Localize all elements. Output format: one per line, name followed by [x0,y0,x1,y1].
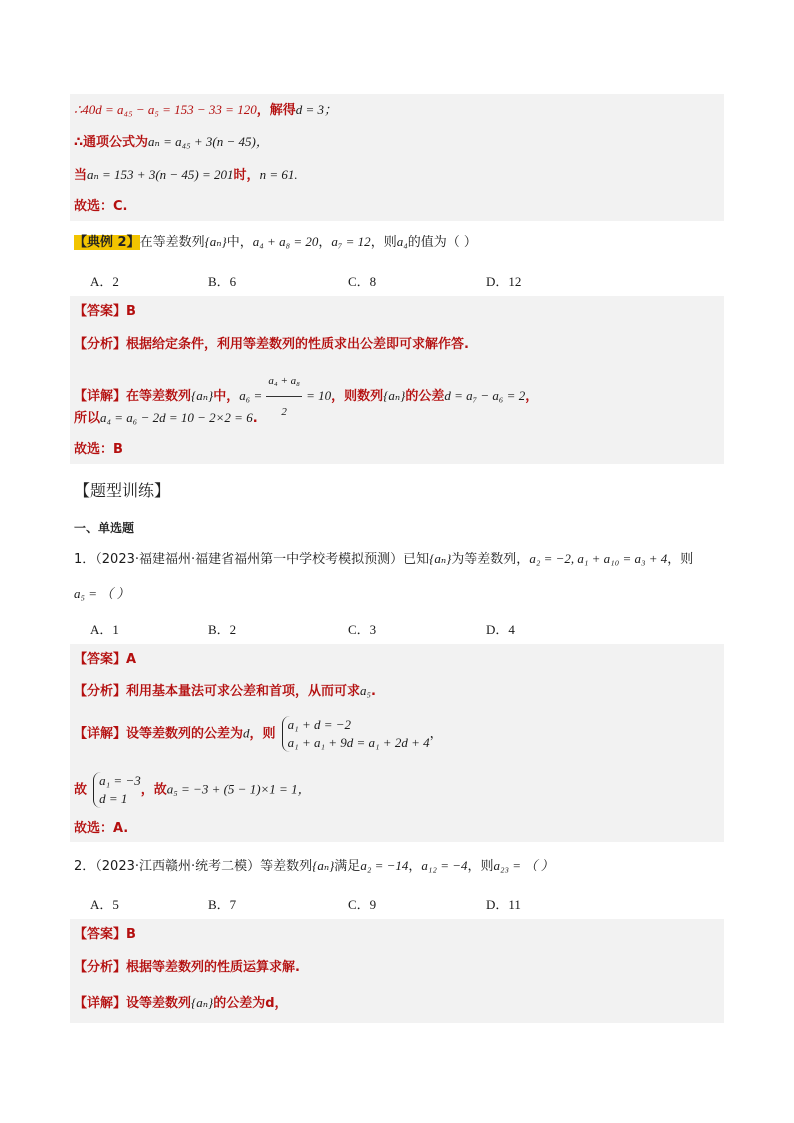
text: 【分析】利用基本量法可求公差和首项，从而可求 [74,684,361,699]
text: 【详解】设等差数列 [74,996,192,1011]
equation: a₅ = −3 + (5 − 1)×1 = 1， [166,781,311,797]
equation: d [243,725,250,741]
answer-label: 【答案】A [74,652,137,667]
equation-system [93,772,141,808]
option-b: B．7 [208,897,237,912]
solution-line-3 [74,166,298,185]
equation: a₄ = a₆ − 2d = 10 − 2×2 = 6 [100,410,253,425]
section-title: 【题型训练】 [74,481,171,500]
equation: a₅ = （ ） [74,586,130,601]
question-1-stem [74,550,693,569]
option-b: B．2 [208,622,237,637]
question-1-stem-2 [74,585,130,604]
equation: d = 3； [295,102,337,117]
equation: a₁₂ = −4 [421,858,468,873]
equation: {aₙ} [191,995,214,1010]
option-c: C．3 [348,622,377,637]
text: 满足 [334,859,361,874]
equation: = 10 [306,388,332,403]
option-a: A．2 [90,274,119,289]
option-b: B．6 [208,274,237,289]
text: 时， [233,168,260,183]
subsection-title: 一、单选题 [74,521,135,535]
equation: a₄ + a₈ = 20 [252,234,319,249]
option-c: C．8 [348,274,377,289]
option-d: D．11 [486,897,521,912]
answer-label: 【答案】B [74,927,136,942]
text: 的公差为d， [213,996,288,1011]
fraction-numerator: a₄ + a₈ [266,366,302,397]
conclusion-line [74,409,258,428]
text: ， [318,235,332,250]
result-line [74,772,311,808]
text: ，则 [667,552,694,567]
text: 故 [74,782,88,798]
text: ，则 [249,726,276,742]
text: 1．（2023·福建福州·福建省福州第一中学校考模拟预测）已知 [74,552,430,567]
equation: a₂ = −2, a₁ + a₁₀ = a₃ + 4 [529,551,668,566]
equation: a₄ [396,234,408,249]
equation-system [282,716,430,752]
example-tag: 【典例 2】 [74,235,140,250]
final-choice: 故选：A. [74,821,129,836]
analysis-text: 【分析】根据等差数列的性质运算求解. [74,960,300,975]
text: ，则 [467,859,494,874]
text: . [252,411,258,426]
equation: n = 61. [259,167,298,182]
equation: {aₙ} [191,388,214,403]
equation: a₁ + a₁ + 9d = a₁ + 2d + 4 [287,735,430,750]
equation: d = a₇ − a₆ = 2 [444,388,526,403]
solution-line-1 [74,101,337,120]
text: ， [429,726,443,742]
text: 2．（2023·江西赣州·统考二模）等差数列 [74,859,313,874]
text: 所以 [74,411,101,426]
text: 为等差数列， [451,552,530,567]
equation: d = 1 [99,791,128,806]
detail-line [74,994,288,1013]
text: ，故 [140,782,167,798]
final-choice: 故选：B [74,442,123,457]
equation: a₁ = −3 [99,773,141,788]
equation: a₂ = −14 [360,858,409,873]
text: 【详解】设等差数列的公差为 [74,726,244,742]
equation: a₆ = [239,388,263,403]
analysis-line [74,682,376,701]
text: 的公差 [405,389,445,404]
text: . [371,684,376,699]
fraction [266,366,302,427]
option-a: A．1 [90,622,119,637]
example-2-stem [74,233,477,252]
option-a: A．5 [90,897,119,912]
option-d: D．12 [486,274,522,289]
equation: a₇ = 12 [331,234,371,249]
question-2-stem [74,857,554,876]
equation: a₁ + d = −2 [287,717,352,732]
equation: {aₙ} [312,858,335,873]
text: ，则数列 [331,389,384,404]
text: ， [525,389,539,404]
solution-line-2 [74,133,269,152]
text: 【详解】在等差数列 [74,389,192,404]
answer-label: 【答案】B [74,304,136,319]
text: 中， [226,235,253,250]
detail-line [74,716,443,752]
text: ∴通项公式为 [74,135,149,150]
equation: aₙ = 153 + 3(n − 45) = 201 [87,167,234,182]
fraction-denominator: 2 [281,406,287,418]
equation: {aₙ} [429,551,452,566]
text: 在等差数列 [139,235,205,250]
text: 当 [74,168,88,183]
text: 的值为（ ） [407,235,477,250]
analysis-text: 【分析】根据给定条件，利用等差数列的性质求出公差即可求解作答. [74,337,469,352]
text: 中， [213,389,240,404]
equation: {aₙ} [383,388,406,403]
equation: ∴40d = a₄₅ − a₅ = 153 − 33 = 120 [74,102,257,117]
text: ，则 [370,235,397,250]
option-d: D．4 [486,622,515,637]
solution-choice: 故选：C. [74,199,128,214]
text: ， [408,859,422,874]
equation: a₅ [360,683,372,698]
option-c: C．9 [348,897,377,912]
equation: {aₙ} [204,234,227,249]
text: ，解得 [256,103,296,118]
equation: a₂₃ = （ ） [493,858,554,873]
equation: aₙ = a₄₅ + 3(n − 45)， [148,134,269,149]
